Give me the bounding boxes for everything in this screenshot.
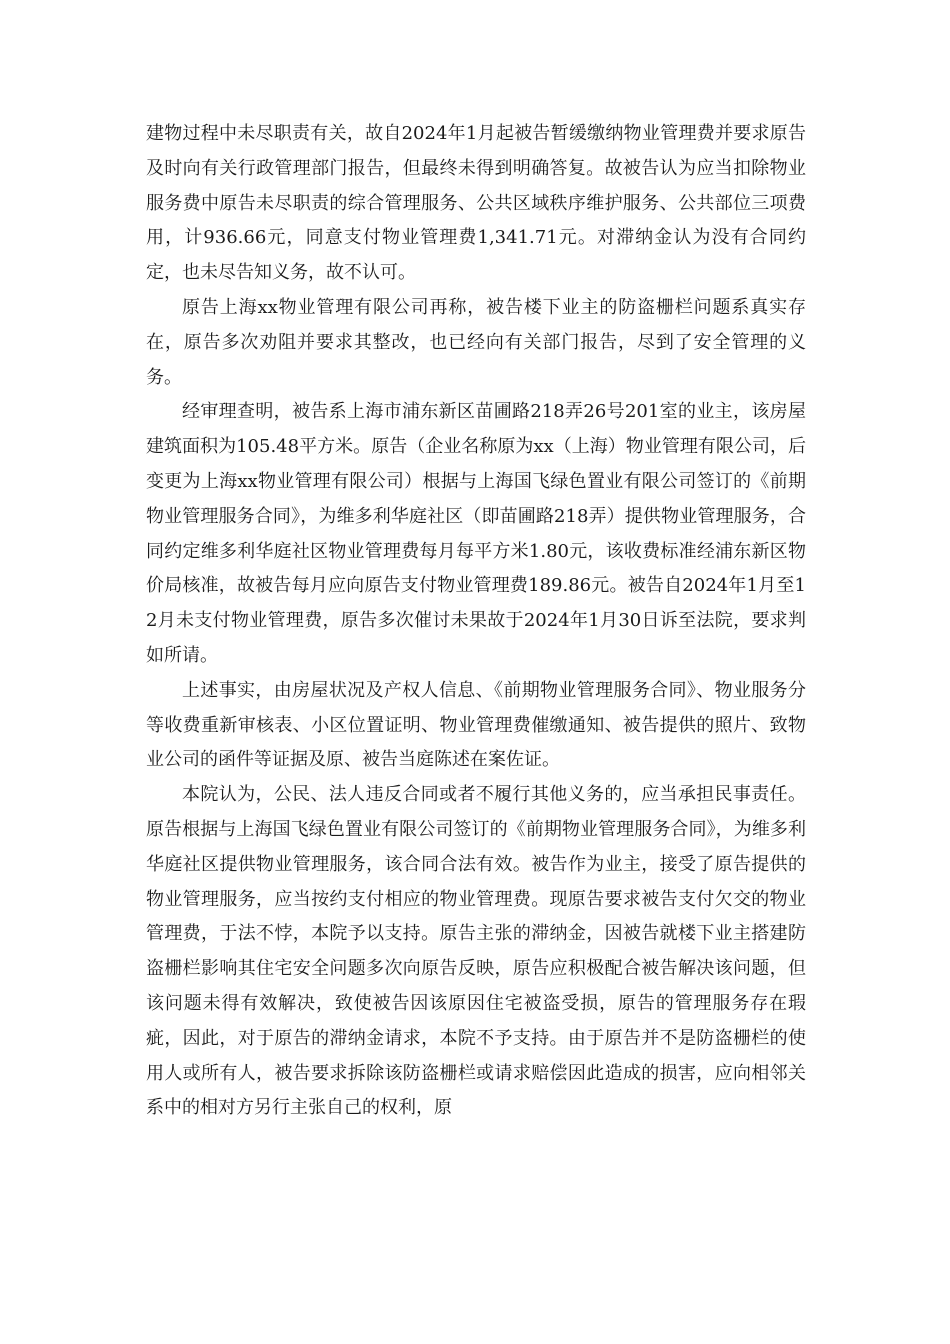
- paragraph-evidence: 上述事实，由房屋状况及产权人信息、《前期物业管理服务合同》、物业服务分等收费重新审核表、小区位置证明、物业管理费催缴通知、被告提供的照片、致物业公司的函件等证据及原、被告当庭陈述在案佐证。: [146, 679, 806, 771]
- document-body: [146, 117, 806, 1126]
- paragraph-plaintiff-restatement: 原告上海xx物业管理有限公司再称，被告楼下业主的防盗栅栏问题系真实存在，原告多次劝阻并要求其整改，也已经向有关部门报告，尽到了安全管理的义务。: [146, 296, 806, 388]
- paragraph-continuation: 建物过程中未尽职责有关，故自2024年1月起被告暂缓缴纳物业管理费并要求原告及时向有关行政管理部门报告，但最终未得到明确答复。故被告认为应当扣除物业服务费中原告未尽职责的综合管理服务、公共区域秩序维护服务、公共部位三项费用，计936.66元，同意支付物业管理费1,341.71元。对滞纳金认为没有合同约定，也未尽告知义务，故不认可。: [146, 123, 806, 284]
- paragraph-court-opinion: 本院认为，公民、法人违反合同或者不履行其他义务的，应当承担民事责任。原告根据与上海国飞绿色置业有限公司签订的《前期物业管理服务合同》，为维多利华庭社区提供物业管理服务，该合同合法有效。被告作为业主，接受了原告提供的物业管理服务，应当按约支付相应的物业管理费。现原告要求被告支付欠交的物业管理费，于法不悖，本院予以支持。原告主张的滞纳金，因被告就楼下业主搭建防盗栅栏影响其住宅安全问题多次向原告反映，原告应积极配合被告解决该问题，但该问题未得有效解决，致使被告因该原因住宅被盗受损，原告的管理服务存在瑕疵，因此，对于原告的滞纳金请求，本院不予支持。由于原告并不是防盗栅栏的使用人或所有人，被告要求拆除该防盗栅栏或请求赔偿因此造成的损害，应向相邻关系中的相对方另行主张自己的权利，原: [146, 784, 806, 1119]
- paragraph-findings: 经审理查明，被告系上海市浦东新区苗圃路218弄26号201室的业主，该房屋建筑面积为105.48平方米。原告（企业名称原为xx（上海）物业管理有限公司，后变更为上海xx物业管理有限公司）根据与上海国飞绿色置业有限公司签订的《前期物业管理服务合同》，为维多利华庭社区（即苗圃路218弄）提供物业管理服务，合同约定维多利华庭社区物业管理费每月每平方米1.80元，该收费标准经浦东新区物价局核准，故被告每月应向原告支付物业管理费189.86元。被告自2024年1月至12月未支付物业管理费，原告多次催讨未果故于2024年1月30日诉至法院，要求判如所请。: [146, 401, 806, 666]
